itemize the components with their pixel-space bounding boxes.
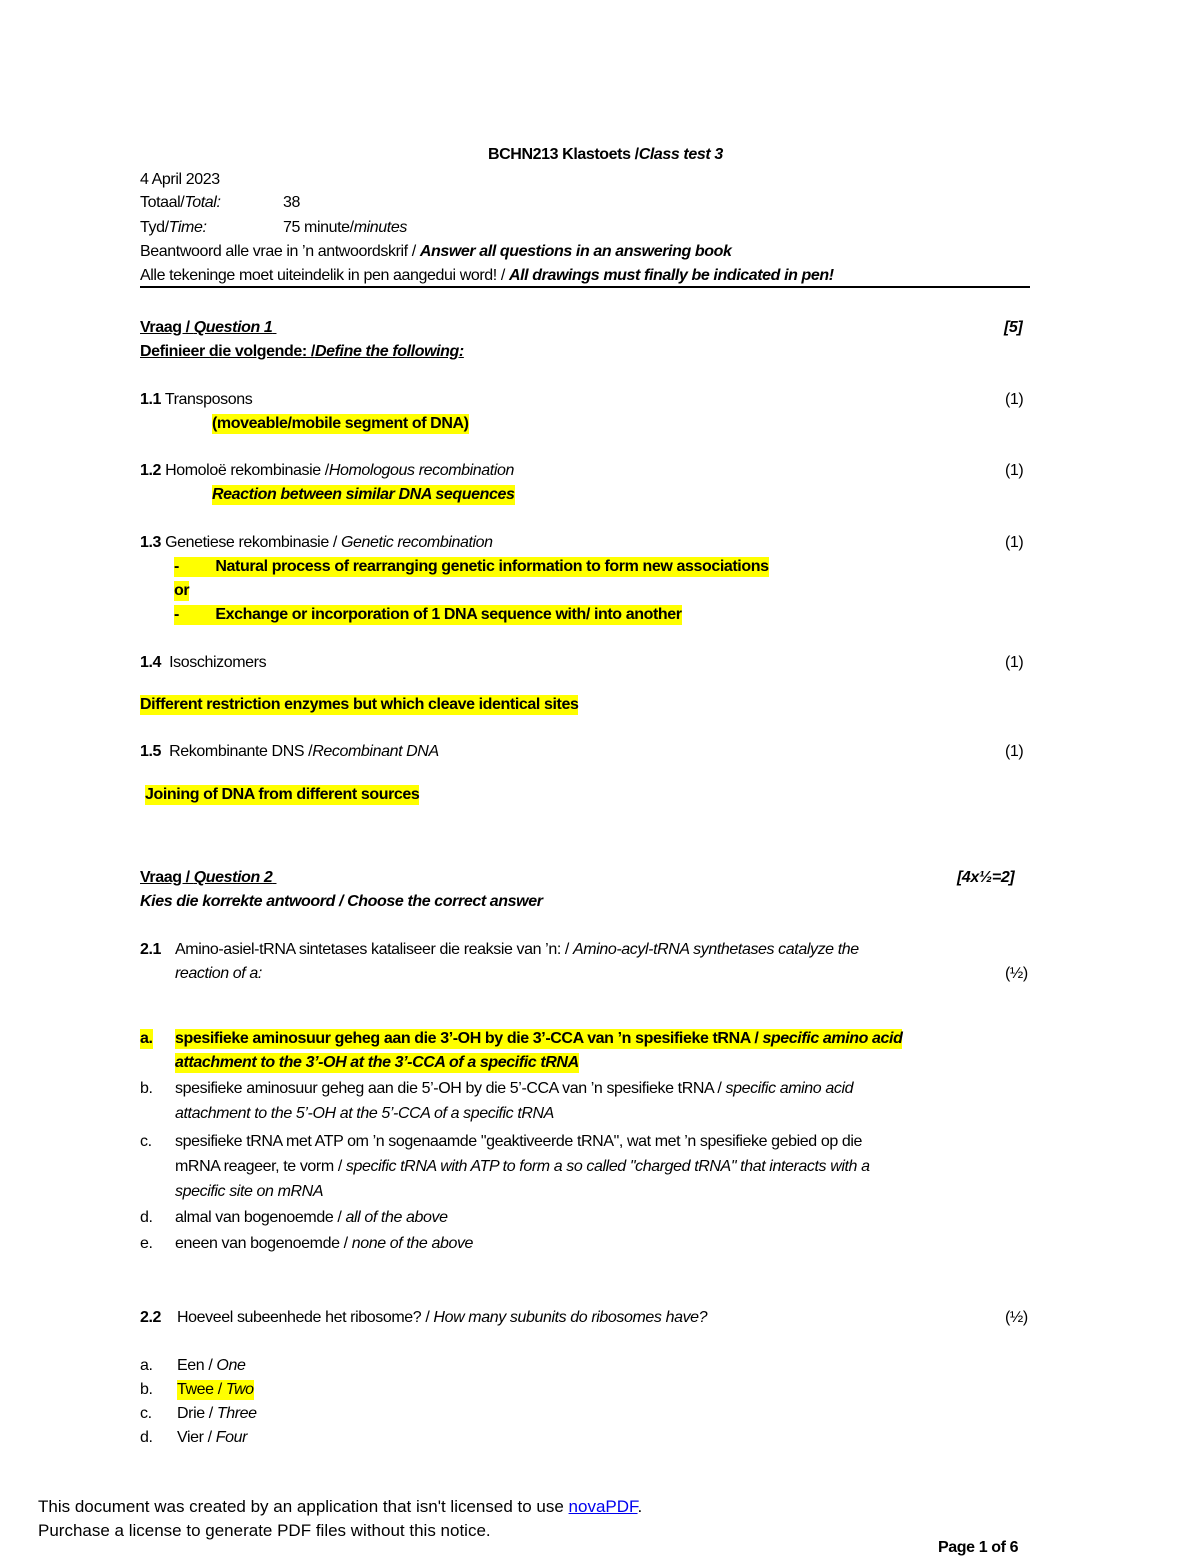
license-notice-period: . — [637, 1497, 643, 1516]
q2-heading-af: Vraag / — [140, 869, 194, 886]
q1-5-marks: (1) — [1005, 743, 1024, 760]
q1-3-dash-a: - — [174, 558, 179, 575]
q2-2-text — [177, 1308, 707, 1328]
q2-heading-en: Question 2 — [193, 869, 273, 886]
q2-2-text-af: Hoeveel subeenhede het ribosome? / — [177, 1309, 434, 1326]
q1-instruction — [140, 342, 464, 362]
q2-2-option-c — [177, 1404, 257, 1424]
q2-1-option-b-line2: attachment to the 5’-OH at the 5’-CCA of a specific tRNA — [175, 1105, 554, 1122]
page-number: Page 1 of 6 — [938, 1539, 1019, 1556]
q2-1-option-a-line2: attachment to the 3’-OH at the 3’-CCA of a specific tRNA — [175, 1054, 579, 1071]
q2-2-option-d-letter: d. — [140, 1429, 153, 1446]
q2-instruction-af: Kies die korrekte antwoord / — [140, 893, 348, 910]
license-notice-line-2: Purchase a license to generate PDF files without this notice. — [38, 1521, 491, 1540]
q2-instruction-en: Choose the correct answer — [347, 893, 543, 910]
q2-2-option-a-af: Een / — [177, 1357, 217, 1374]
q2-2-marks: (½) — [1005, 1309, 1028, 1326]
q1-2-label — [140, 461, 514, 481]
q1-4-number: 1.4 — [140, 654, 162, 671]
q2-1-option-a-af: spesifieke aminosuur geheg aan die 3’-OH by die 3’-CCA van ’n spesifieke tRNA / — [175, 1030, 763, 1047]
q2-1-option-e-en: none of the above — [351, 1235, 474, 1252]
q1-4-marks: (1) — [1005, 654, 1024, 671]
instruction-1-en: Answer all questions in an answering book — [419, 243, 732, 260]
title-af: BCHN213 Klastoets / — [488, 146, 639, 163]
q1-5-number: 1.5 — [140, 743, 162, 760]
q1-5-text-af: Rekombinante DNS / — [169, 743, 313, 760]
novapdf-link[interactable]: novaPDF — [568, 1497, 638, 1516]
q2-2-option-a — [177, 1356, 245, 1376]
q1-2-number: 1.2 — [140, 462, 162, 479]
q1-2-text-af: Homoloë rekombinasie / — [165, 462, 329, 479]
q1-instruction-en: Define the following: — [314, 343, 464, 360]
q2-1-text — [175, 940, 859, 960]
q1-1-number: 1.1 — [140, 391, 162, 408]
q2-1-text-en: Amino-acyl-tRNA synthetases catalyze the — [573, 941, 859, 958]
q2-heading — [140, 868, 276, 888]
q1-5-answer: Joining of DNA from different sources — [145, 786, 420, 803]
header-divider — [140, 286, 1030, 288]
q2-1-option-c-line2 — [175, 1157, 870, 1177]
license-notice-text: This document was created by an application that isn't licensed to use — [38, 1497, 569, 1516]
q2-1-option-c-line3: specific site on mRNA — [175, 1183, 324, 1200]
total-label-af: Totaal/ — [140, 194, 185, 211]
q1-1-answer: (moveable/mobile segment of DNA) — [212, 415, 469, 432]
q2-2-option-a-en: One — [216, 1357, 246, 1374]
q1-3-label — [140, 533, 493, 553]
time-line — [140, 218, 207, 238]
q2-1-option-c-line2-af: mRNA reageer, te vorm / — [175, 1158, 346, 1175]
q2-1-option-e-af: eneen van bogenoemde / — [175, 1235, 352, 1252]
document-title — [488, 145, 723, 165]
q1-3-answer-b-text: Exchange or incorporation of 1 DNA sequence with/ into another — [215, 606, 682, 623]
instruction-2-en: All drawings must finally be indicated in pen! — [508, 267, 834, 284]
total-value: 38 — [283, 194, 300, 211]
q1-instruction-af: Definieer die volgende: / — [140, 343, 315, 360]
q2-2-option-d — [177, 1428, 247, 1448]
q2-2-option-b-en: Two — [225, 1381, 254, 1398]
q1-3-dash-b: - — [174, 606, 179, 623]
q1-1-marks: (1) — [1005, 391, 1024, 408]
q2-1-option-a — [175, 1029, 902, 1049]
test-date: 4 April 2023 — [140, 171, 220, 188]
instruction-2 — [140, 266, 834, 286]
q2-1-option-d-af: almal van bogenoemde / — [175, 1209, 346, 1226]
q2-2-option-d-en: Four — [215, 1429, 248, 1446]
q2-1-option-c: spesifieke tRNA met ATP om ’n sogenaamde "geaktiveerde tRNA", wat met ’n spesifieke gebied op die — [175, 1133, 863, 1150]
q2-1-option-b-en: specific amino acid — [725, 1080, 854, 1097]
time-value-en: minutes — [353, 219, 407, 236]
q1-heading-af: Vraag / — [140, 319, 194, 336]
q2-1-option-c-letter: c. — [140, 1133, 152, 1150]
q2-1-option-d-letter: d. — [140, 1209, 153, 1226]
q1-1-label — [140, 390, 252, 410]
title-en: Class test 3 — [638, 146, 723, 163]
q2-1-option-e — [175, 1234, 473, 1254]
q2-2-option-b-letter: b. — [140, 1381, 153, 1398]
q1-1-text: Transposons — [164, 391, 253, 408]
q2-2-option-c-af: Drie / — [177, 1405, 217, 1422]
instruction-2-af: Alle tekeninge moet uiteindelik in pen aangedui word! / — [140, 267, 509, 284]
q2-2-option-c-en: Three — [216, 1405, 257, 1422]
q2-1-text-af: Amino-asiel-tRNA sintetases kataliseer die reaksie van ’n: / — [175, 941, 574, 958]
q2-2-option-a-letter: a. — [140, 1357, 153, 1374]
q2-1-option-b-af: spesifieke aminosuur geheg aan die 5’-OH by die 5’-CCA van ’n spesifieke tRNA / — [175, 1080, 726, 1097]
q2-1-option-e-letter: e. — [140, 1235, 153, 1252]
total-line — [140, 193, 221, 213]
instruction-1 — [140, 242, 732, 262]
license-notice-line-1 — [38, 1497, 642, 1517]
q1-4-answer: Different restriction enzymes but which cleave identical sites — [140, 696, 579, 713]
q2-1-option-a-letter: a. — [140, 1030, 153, 1047]
q2-2-number: 2.2 — [140, 1309, 162, 1326]
q2-1-option-d-en: all of the above — [345, 1209, 448, 1226]
q1-2-marks: (1) — [1005, 462, 1024, 479]
time-label-af: Tyd/ — [140, 219, 169, 236]
q1-3-marks: (1) — [1005, 534, 1024, 551]
q2-1-text-line2: reaction of a: — [175, 965, 262, 982]
q2-1-option-c-line2-en: specific tRNA with ATP to form a so called "charged tRNA" that interacts with a — [345, 1158, 870, 1175]
q1-5-label — [140, 742, 439, 762]
q1-heading — [140, 318, 276, 338]
q1-2-text-en: Homologous recombination — [328, 462, 515, 479]
q1-4-label — [140, 653, 266, 673]
q2-1-option-b — [175, 1079, 853, 1099]
q2-2-option-b — [177, 1380, 254, 1400]
q2-2-text-en: How many subunits do ribosomes have? — [433, 1309, 708, 1326]
q1-marks: [5] — [1004, 319, 1023, 336]
q2-marks: [4x½=2] — [957, 869, 1015, 886]
q1-heading-en: Question 1 — [193, 319, 273, 336]
q2-1-number: 2.1 — [140, 941, 162, 958]
time-label-en: Time: — [168, 219, 207, 236]
q1-3-answer-a — [174, 557, 769, 577]
q1-3-answer-a-text: Natural process of rearranging genetic information to form new associations — [215, 558, 769, 575]
instruction-1-af: Beantwoord alle vrae in ’n antwoordskrif / — [140, 243, 420, 260]
q1-3-answer-b — [174, 605, 682, 625]
total-label-en: Total: — [184, 194, 221, 211]
time-value — [283, 218, 407, 238]
q2-2-option-c-letter: c. — [140, 1405, 152, 1422]
q1-4-text: Isoschizomers — [169, 654, 267, 671]
q2-1-option-a-en: specific amino acid — [762, 1030, 903, 1047]
q2-2-option-b-af: Twee / — [177, 1381, 226, 1398]
q2-1-option-b-letter: b. — [140, 1080, 153, 1097]
q1-2-answer: Reaction between similar DNA sequences — [212, 486, 515, 503]
q1-3-text-af: Genetiese rekombinasie / — [165, 534, 341, 551]
q1-3-text-en: Genetic recombination — [340, 534, 493, 551]
q2-1-marks: (½) — [1005, 965, 1028, 982]
q2-1-option-d — [175, 1208, 448, 1228]
q1-3-number: 1.3 — [140, 534, 162, 551]
time-value-af: 75 minute/ — [283, 219, 354, 236]
q1-3-or: or — [174, 582, 190, 599]
q2-2-option-d-af: Vier / — [177, 1429, 216, 1446]
q1-5-text-en: Recombinant DNA — [312, 743, 439, 760]
q2-instruction — [140, 892, 543, 912]
